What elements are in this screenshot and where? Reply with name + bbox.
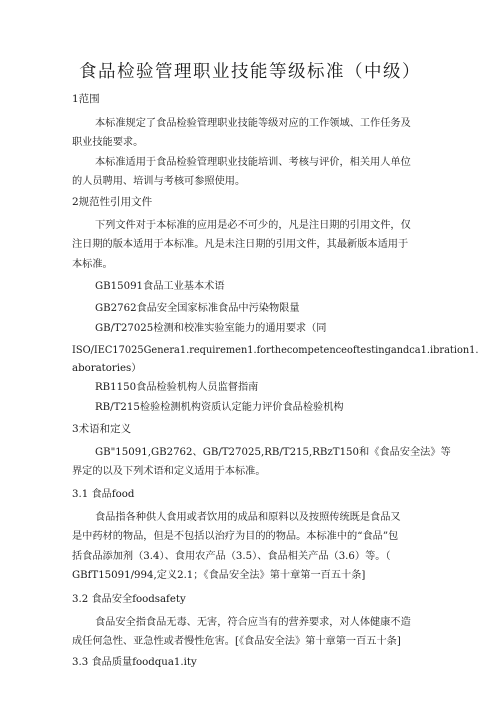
term-3-2-heading: 3.2 食品安全foodsafety xyxy=(72,594,186,605)
term-3-2-definition-line-1: 食品安全指食品无毒、无害，符合应当有的营养要求，对人体健康不造 xyxy=(95,617,411,628)
reference-gbt27025: GB/T27025检测和校准实验室能力的通用要求（同 xyxy=(95,323,327,334)
section-2-paragraph-line-2: 注日期的版本适用于本标准。凡是未注日期的引用文件，其最新版本适用于 xyxy=(72,239,409,250)
term-3-1-heading: 3.1 食品food xyxy=(72,489,135,500)
section-1-heading: 1范围 xyxy=(72,93,100,105)
section-3-heading: 3术语和定义 xyxy=(72,423,132,435)
term-3-2-definition-line-2: 成任何急性、亚急性或者慢性危害。[《食品安全法》第十章第一百五十条] xyxy=(72,636,401,647)
section-2-paragraph-line-1: 下列文件对于本标准的应用是必不可少的，凡是注日期的引用文件，仅 xyxy=(95,220,411,231)
section-2-paragraph-line-3: 本标准。 xyxy=(72,259,113,270)
reference-iso-iec17025-line-1: ISO/IEC17025Genera1.requiremen1.forthecompetenceoftestingandca1.ibration1. xyxy=(72,345,479,356)
document-title: 食品检验管理职业技能等级标准（中级） xyxy=(79,62,421,82)
term-3-1-definition-line-2: 是中药材的物品，但是不包括以治疗为目的的物品。本标准中的“食品”包 xyxy=(72,531,399,542)
term-3-1-definition-line-4: GBfT15091/994,定义2.1；《食品安全法》第十章第一百五十条] xyxy=(72,570,366,581)
term-3-1-definition-line-1: 食品指各种供人食用或者饮用的成品和原料以及按照传统既是食品又 xyxy=(95,512,401,523)
section-1-paragraph-1-line-1: 本标准规定了食品检验管理职业技能等级对应的工作领域、工作任务及 xyxy=(95,118,411,129)
section-1-paragraph-1-line-2: 职业技能要求。 xyxy=(72,137,144,148)
section-2-heading: 2规范性引用文件 xyxy=(72,196,153,208)
reference-rbt215: RB/T215检验检测机构资质认定能力评价食品检验机构 xyxy=(95,402,344,413)
section-1-paragraph-2-line-1: 本标准适用于食品检验管理职业技能培训、考核与评价，相关用人单位 xyxy=(95,157,411,168)
term-3-3-heading: 3.3 食品质量foodqua1.ity xyxy=(72,657,197,668)
term-3-1-definition-line-3: 括食品添加剂（3.4）、食用农产品（3.5）、食品相关产品（3.6）等。（ xyxy=(72,551,391,562)
reference-iso-iec17025-line-2: aboratories） xyxy=(72,363,142,374)
reference-gb15091: GB15091食品工业基本术语 xyxy=(95,281,225,292)
section-1-paragraph-2-line-2: 的人员聘用、培训与考核可参照使用。 xyxy=(72,176,246,187)
reference-gb2762: GB2762食品安全国家标准食品中污染物限量 xyxy=(95,303,300,314)
section-3-intro-line-1: GB"15091,GB2762、GB/T27025,RB/T215,RBzT150和《食品安全法》等 xyxy=(95,447,451,458)
reference-rb1150: RB1150食品检验机构人员监督指南 xyxy=(95,382,259,393)
section-3-intro-line-2: 界定的以及下列术语和定义适用于本标准。 xyxy=(72,466,266,477)
